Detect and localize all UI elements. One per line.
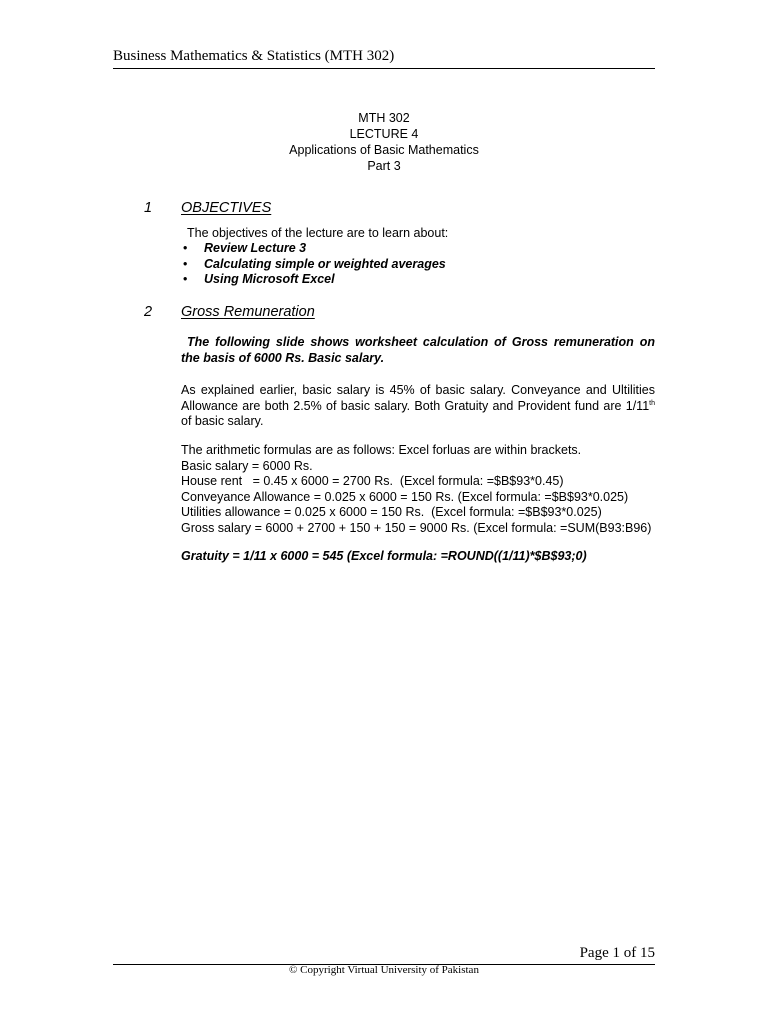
- formula-line: Utilities allowance = 0.025 x 6000 = 150 Rs. (Excel formula: =$B$93*0.025): [181, 505, 602, 519]
- page-number: Page 1 of 15: [113, 944, 655, 965]
- section-1-number: 1: [144, 200, 153, 216]
- section-2-number: 2: [144, 304, 153, 320]
- lecture-part: Part 3: [367, 159, 401, 173]
- list-item: • Review Lecture 3: [183, 241, 307, 255]
- section-1-title: OBJECTIVES: [181, 200, 272, 216]
- formula-line: Conveyance Allowance = 0.025 x 6000 = 150 Rs. (Excel formula: =$B$93*0.025): [181, 489, 629, 504]
- formula-line: Basic salary = 6000 Rs.: [181, 458, 313, 473]
- formulas-intro: The arithmetic formulas are as follows: Excel forluas are within brackets.: [181, 443, 582, 457]
- gratuity-formula: Gratuity = 1/11 x 6000 = 545 (Excel formula: =ROUND((1/11)*$B$93;0): [181, 549, 587, 563]
- bullet-icon: •: [183, 241, 188, 255]
- list-item: • Using Microsoft Excel: [183, 272, 335, 286]
- list-item: • Calculating simple or weighted averages: [183, 256, 446, 271]
- bullet-icon: •: [183, 256, 188, 271]
- formulas-block: [181, 443, 655, 536]
- salary-explanation: As explained earlier, basic salary is 45% of basic salary. Conveyance and Ultilities Allowance are both 2.5% of basic salary. Both Gratuity and Provident fund are 1/11th of basic salary.: [181, 383, 655, 428]
- objectives-intro: The objectives of the lecture are to learn about:: [187, 226, 449, 240]
- gross-remuneration-lead: The following slide shows worksheet calculation of Gross remuneration on the basis of 6000 Rs. Basic salary.: [181, 335, 655, 365]
- header-title: Business Mathematics & Statistics (MTH 302): [113, 48, 395, 64]
- objectives-list: [181, 241, 446, 288]
- lecture-title-block: [0, 110, 768, 174]
- copyright-notice: © Copyright Virtual University of Pakistan: [289, 964, 479, 976]
- course-code: MTH 302: [358, 111, 410, 125]
- superscript-th: th: [649, 399, 655, 407]
- lecture-topic: Applications of Basic Mathematics: [289, 143, 479, 157]
- formula-line: Gross salary = 6000 + 2700 + 150 + 150 = 9000 Rs. (Excel formula: =SUM(B93:B96): [181, 520, 652, 535]
- lecture-number: LECTURE 4: [349, 127, 419, 141]
- bullet-icon: •: [183, 272, 188, 286]
- section-2-title: Gross Remuneration: [181, 304, 315, 320]
- running-header: [113, 47, 655, 69]
- formula-line: House rent = 0.45 x 6000 = 2700 Rs. (Excel formula: =$B$93*0.45): [181, 474, 564, 488]
